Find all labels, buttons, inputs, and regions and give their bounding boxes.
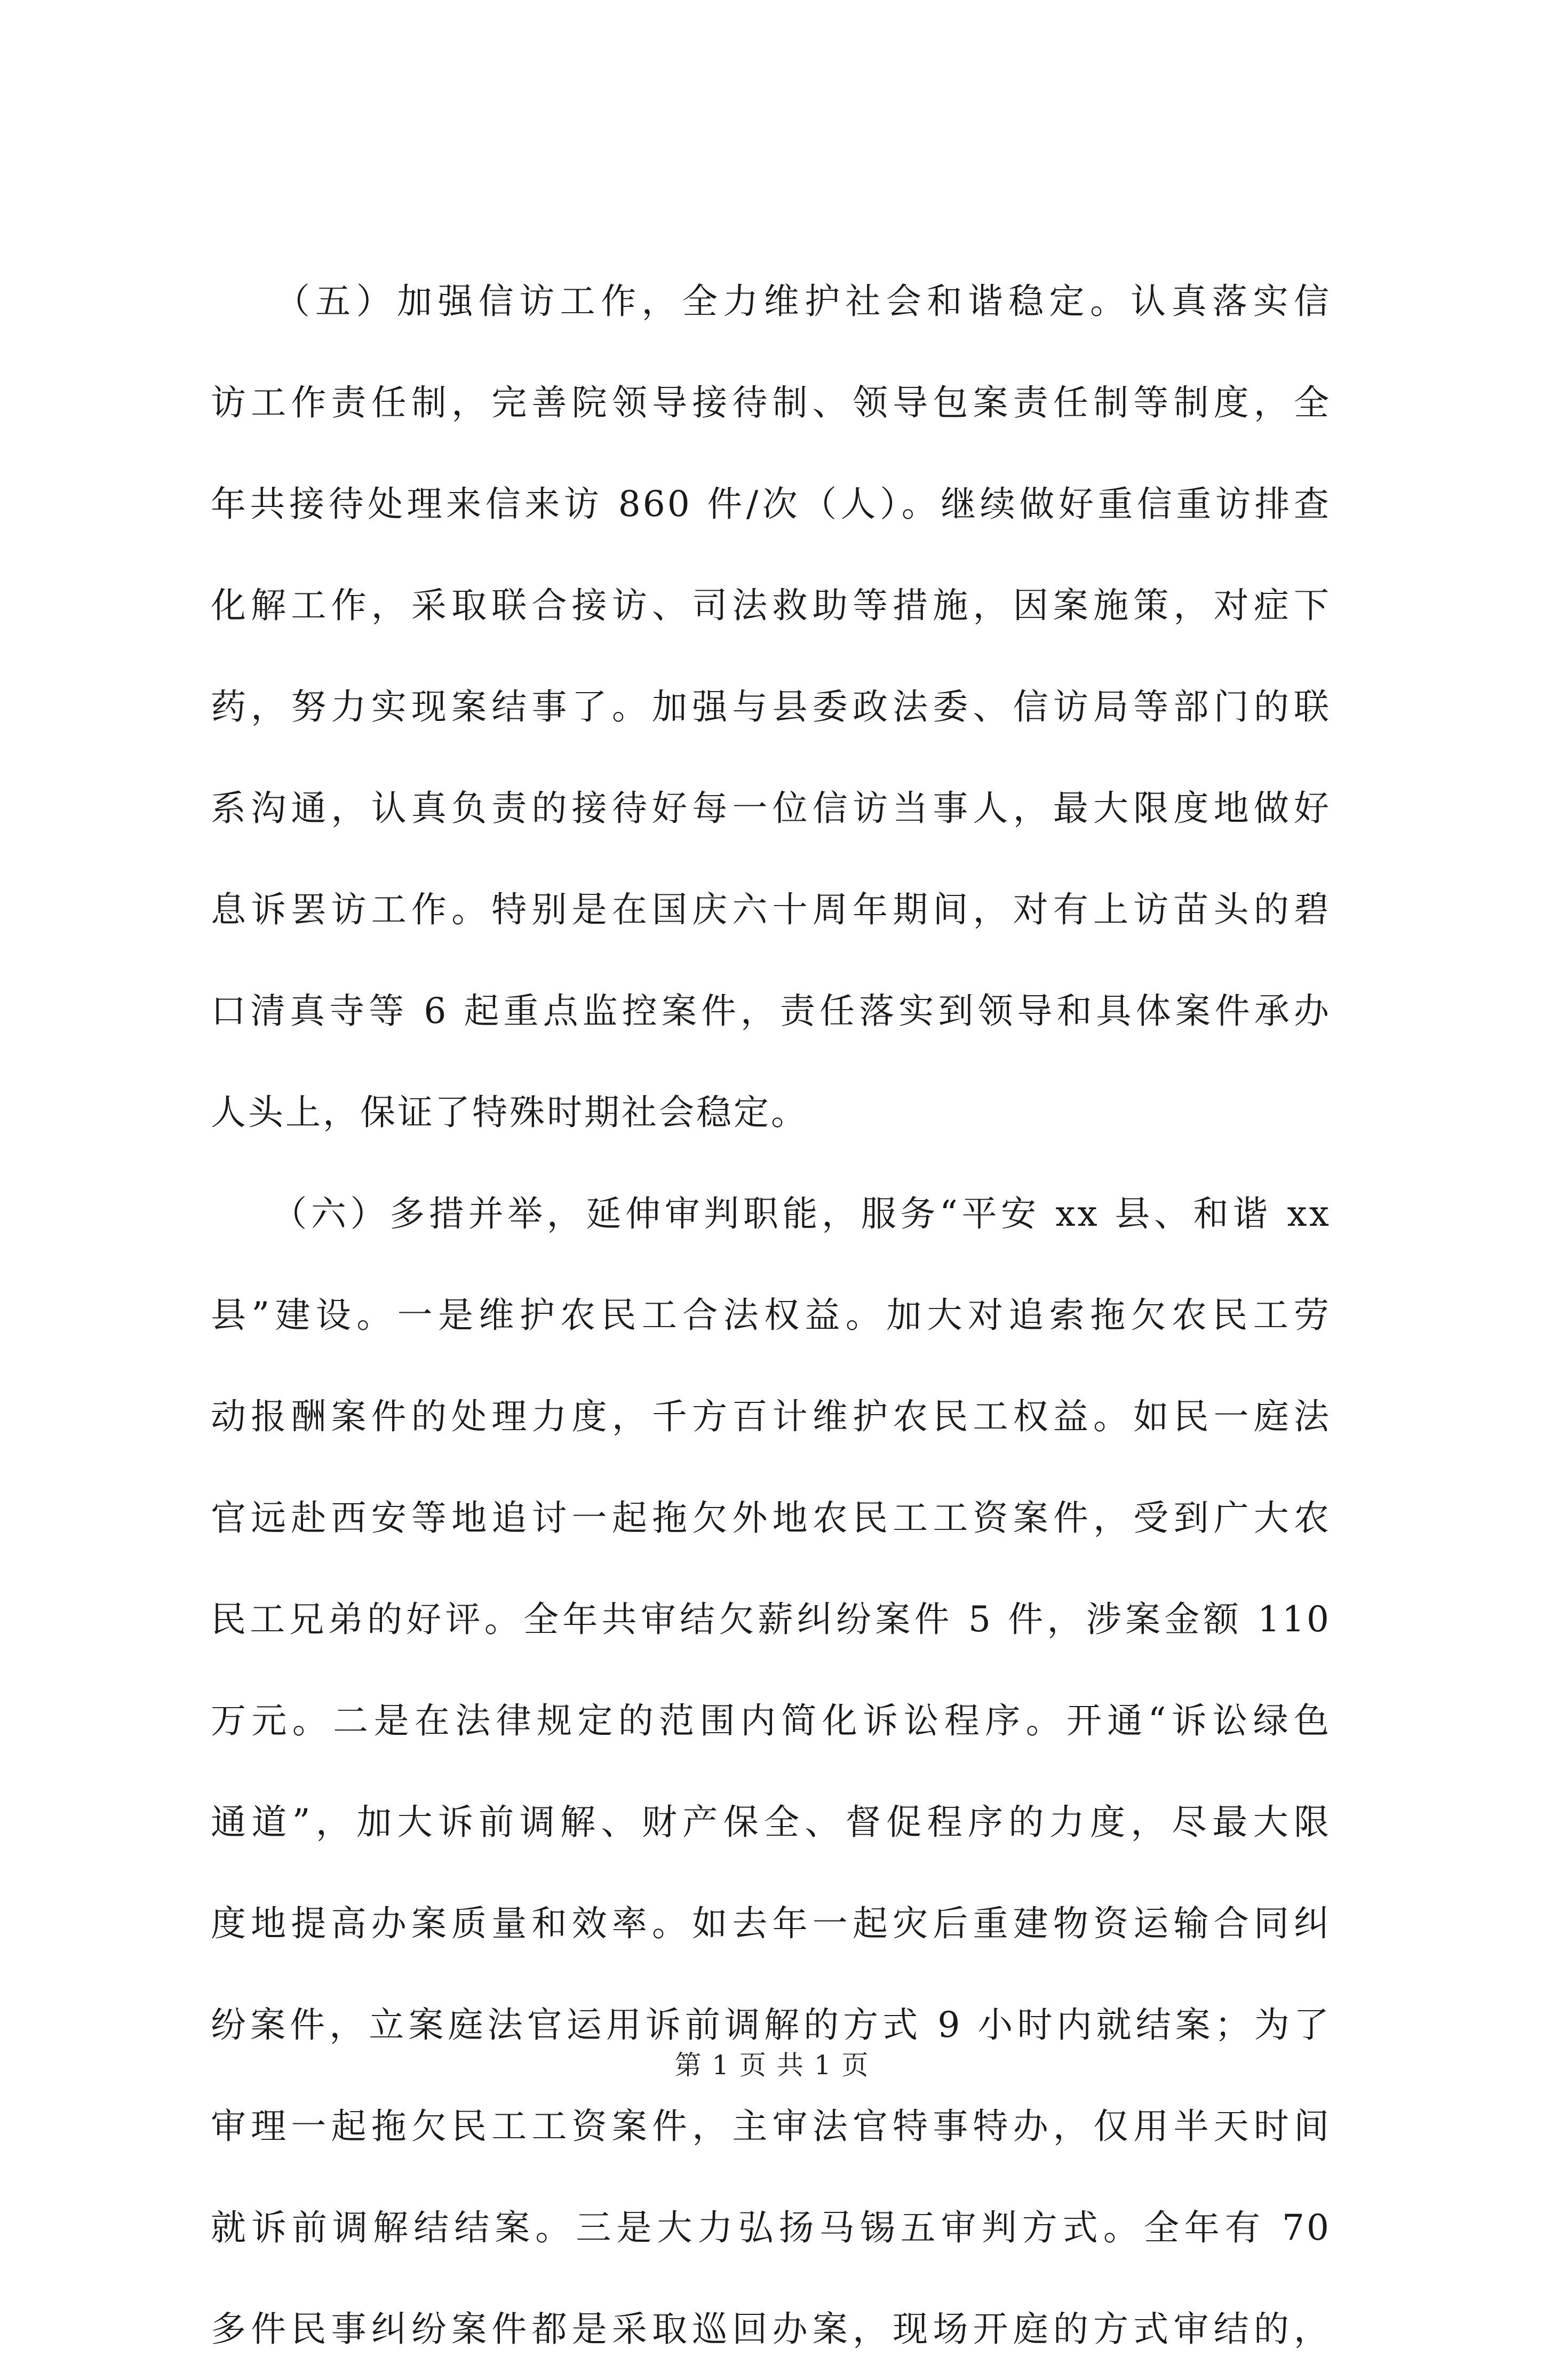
text-line: 口清真寺等 6 起重点监控案件，责任落实到领导和具体案件承办 (211, 990, 1331, 1032)
text-line: 动报酬案件的处理力度，千方百计维护农民工权益。如民一庭法 (211, 1396, 1331, 1437)
text-line: 息诉罢访工作。特别是在国庆六十周年期间，对有上访苗头的碧 (211, 889, 1331, 930)
text-line: 人头上，保证了特殊时期社会稳定。 (211, 1092, 808, 1133)
text-line: 就诉前调解结结案。三是大力弘扬马锡五审判方式。全年有 70 (211, 2207, 1331, 2248)
text-line: 系沟通，认真负责的接待好每一位信访当事人，最大限度地做好 (211, 788, 1331, 829)
text-line: 官远赴西安等地追讨一起拖欠外地农民工工资案件，受到广大农 (211, 1497, 1331, 1538)
text-line: 县”建设。一是维护农民工合法权益。加大对追索拖欠农民工劳 (211, 1295, 1331, 1336)
text-line: 纷案件，立案庭法官运用诉前调解的方式 9 小时内就结案；为了 (211, 2004, 1331, 2045)
text-line: （六）多措并举，延伸审判职能，服务“平安 xx 县、和谐 xx (211, 1193, 1331, 1234)
text-line: 万元。二是在法律规定的范围内简化诉讼程序。开通“诉讼绿色 (211, 1700, 1331, 1741)
text-line: 民工兄弟的好评。全年共审结欠薪纠纷案件 5 件，涉案金额 110 (211, 1599, 1331, 1640)
text-line: 年共接待处理来信来访 860 件/次（人）。继续做好重信重访排查 (211, 483, 1331, 525)
text-line: 度地提高办案质量和效率。如去年一起灾后重建物资运输合同纠 (211, 1903, 1331, 1944)
text-line: 药，努力实现案结事了。加强与县委政法委、信访局等部门的联 (211, 686, 1331, 727)
text-line: （五）加强信访工作，全力维护社会和谐稳定。认真落实信 (211, 281, 1331, 322)
text-line: 审理一起拖欠民工工资案件，主审法官特事特办，仅用半天时间 (211, 2106, 1331, 2147)
page-number: 第 1 页 共 1 页 (674, 2050, 870, 2081)
text-line: 化解工作，采取联合接访、司法救助等措施，因案施策，对症下 (211, 585, 1331, 626)
text-line: 通道”，加大诉前调解、财产保全、督促程序的力度，尽最大限 (211, 1802, 1331, 1843)
text-line: 访工作责任制，完善院领导接待制、领导包案责任制等制度，全 (211, 382, 1331, 423)
text-line: 多件民事纠纷案件都是采取巡回办案，现场开庭的方式审结的， (211, 2308, 1331, 2350)
